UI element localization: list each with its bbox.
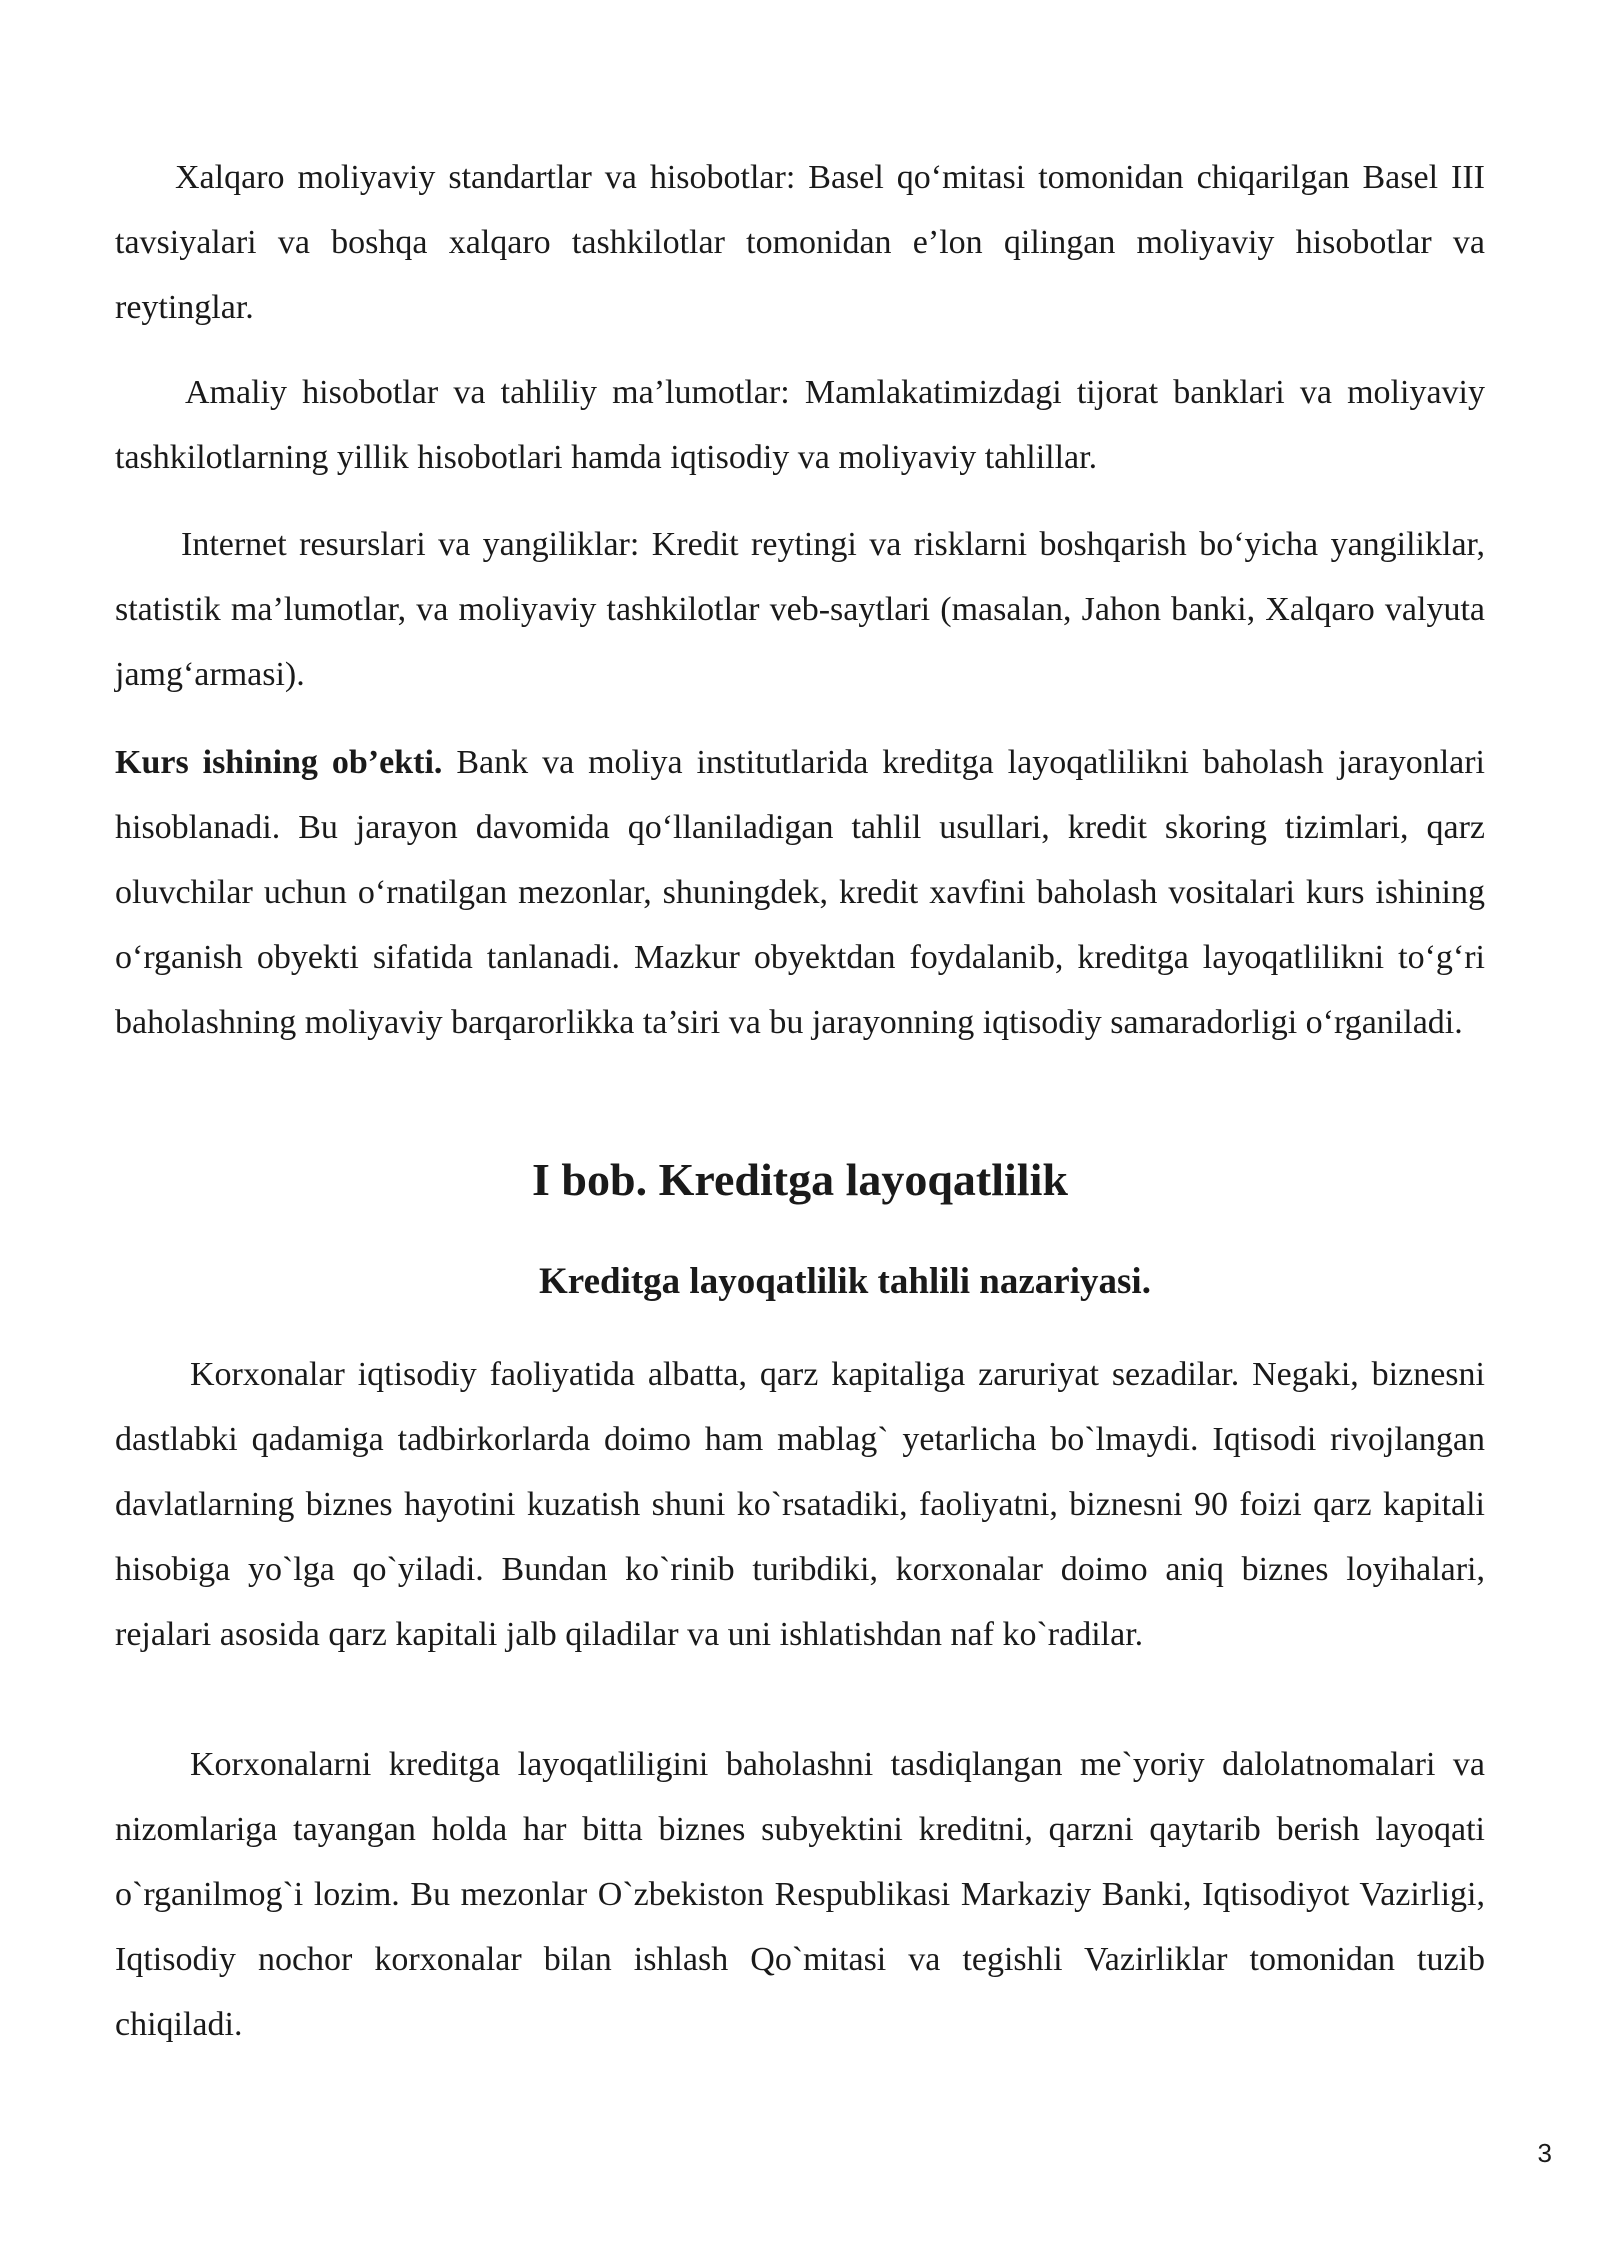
course-object-body: Bank va moliya institutlarida kreditga layoqatlilikni baholash jarayonlari hisoblanadi. Bu jarayon davomida qo‘llaniladigan tahlil usullari, kredit skoring tizimlari, qarz oluvchilar uchun o‘rnatilgan mezonlar, shuningdek, kredit xavfini baholash vositalari kurs ishining o‘rganish obyekti sifatida tanlanadi. Mazkur obyektdan foydalanib, kreditga layoqatlilikni to‘g‘ri baholashning moliyaviy barqarorlikka ta’siri va bu jarayonning iqtisodiy samaradorligi o‘rganiladi. (115, 744, 1485, 1041)
chapter-title: I bob. Kreditga layoqatlilik (532, 1154, 1068, 1205)
paragraph-internet-resources: Internet resurslari va yangiliklar: Kredit reytingi va risklarni boshqarish bo‘yicha yangiliklar, statistik ma’lumotlar, va moliyaviy tashkilotlar veb-saytlari (masalan, Jahon banki, Xalqaro valyuta jamg‘armasi). (115, 526, 1485, 693)
section-title: Kreditga layoqatlilik tahlili nazariyasi. (539, 1261, 1151, 1302)
paragraph-practical-reports: Amaliy hisobotlar va tahliliy ma’lumotlar: Mamlakatimizdagi tijorat banklari va moliyaviy tashkilotlarning yillik hisobotlari hamda iqtisodiy va moliyaviy tahlillar. (115, 374, 1485, 476)
paragraph-enterprises-capital: Korxonalar iqtisodiy faoliyatida albatta, qarz kapitaliga zaruriyat sezadilar. Negaki, biznesni dastlabki qadamiga tadbirkorlarda doimo ham mablag` yetarlicha bo`lmaydi. Iqtisodi rivojlangan davlatlarning biznes hayotini kuzatish shuni ko`rsatadiki, faoliyatni, biznesni 90 foizi qarz kapitali hisobiga yo`lga qo`yiladi. Bundan ko`rinib turibdiki, korxonalar doimo aniq biznes loyihalari, rejalari asosida qarz kapitali jalb qiladilar va uni ishlatishdan naf ko`radilar. (115, 1356, 1485, 1653)
paragraph-course-object (115, 730, 1485, 1055)
paragraph-international-standards: Xalqaro moliyaviy standartlar va hisobotlar: Basel qo‘mitasi tomonidan chiqarilgan Basel III tavsiyalari va boshqa xalqaro tashkilotlar tomonidan e’lon qilingan moliyaviy hisobotlar va reytinglar. (115, 159, 1485, 326)
page-number: 3 (1537, 2138, 1552, 2168)
course-object-lead: Kurs ishining ob’ekti. (115, 744, 443, 781)
paragraph-creditworthiness-assessment: Korxonalarni kreditga layoqatliligini baholashni tasdiqlangan me`yoriy dalolatnomalari va nizomlariga tayangan holda har bitta biznes subyektini kreditni, qarzni qaytarib berish layoqati o`rganilmog`i lozim. Bu mezonlar O`zbekiston Respublikasi Markaziy Banki, Iqtisodiyot Vazirligi, Iqtisodiy nochor korxonalar bilan ishlash Qo`mitasi va tegishli Vazirliklar tomonidan tuzib chiqiladi. (115, 1746, 1485, 2043)
